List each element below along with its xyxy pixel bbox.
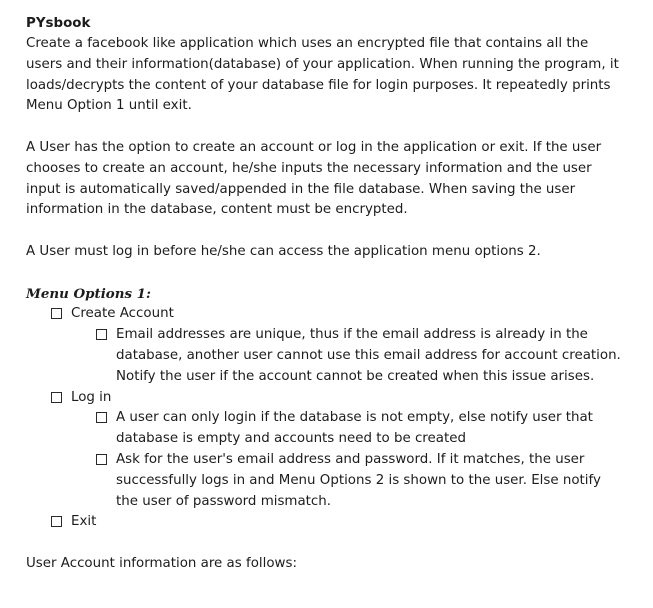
option-create-account: [26, 304, 626, 325]
sub-option-text: A user can only login if the database is not empty, else notify user that database is empty and accounts need to be created: [116, 410, 593, 447]
checkbox-icon: [51, 392, 62, 403]
menu-options-heading: Menu Options 1:: [26, 285, 151, 302]
intro-paragraph: Create a facebook like application which uses an encrypted file that contains all the users and their information(database) of your application. When running the program, it loads/decrypts the content of your database file for login purposes. It repeatedly prints Menu Option 1 until exit.: [26, 36, 619, 114]
sub-option-text: Ask for the user's email address and password. If it matches, the user successfully logs in and Menu Options 2 is shown to the user. Else notify the user of password mismatch.: [116, 451, 601, 509]
option-label: Exit: [71, 514, 97, 530]
checkbox-icon: [96, 412, 107, 423]
sub-option-unique-email: [26, 325, 626, 387]
option-label: Log in: [71, 389, 112, 405]
option-log-in: [26, 388, 626, 409]
account-paragraph: A User has the option to create an account or log in the application or exit. If the user chooses to create an account, he/she inputs the necessary information and the user input is automatically saved/appended in the file database. When saving the user information in the database, content must be encrypted.: [26, 139, 602, 218]
option-exit: [26, 512, 626, 533]
sub-option-empty-database: [26, 408, 626, 450]
sub-option-credentials: [26, 450, 626, 512]
sub-option-text: Email addresses are unique, thus if the email address is already in the database, another user cannot use this email address for account creation. Notify the user if the account cannot be created when this issue arises.: [116, 327, 621, 384]
document-body: [26, 14, 626, 575]
account-info-intro: User Account information are as follows:: [26, 555, 297, 571]
login-requirement-paragraph: A User must log in before he/she can access the application menu options 2.: [26, 243, 541, 259]
checkbox-icon: [51, 516, 62, 527]
checkbox-icon: [51, 308, 62, 319]
option-label: Create Account: [71, 306, 174, 322]
checkbox-icon: [96, 329, 107, 340]
document-title: PYsbook: [26, 16, 91, 31]
checkbox-icon: [96, 454, 107, 465]
